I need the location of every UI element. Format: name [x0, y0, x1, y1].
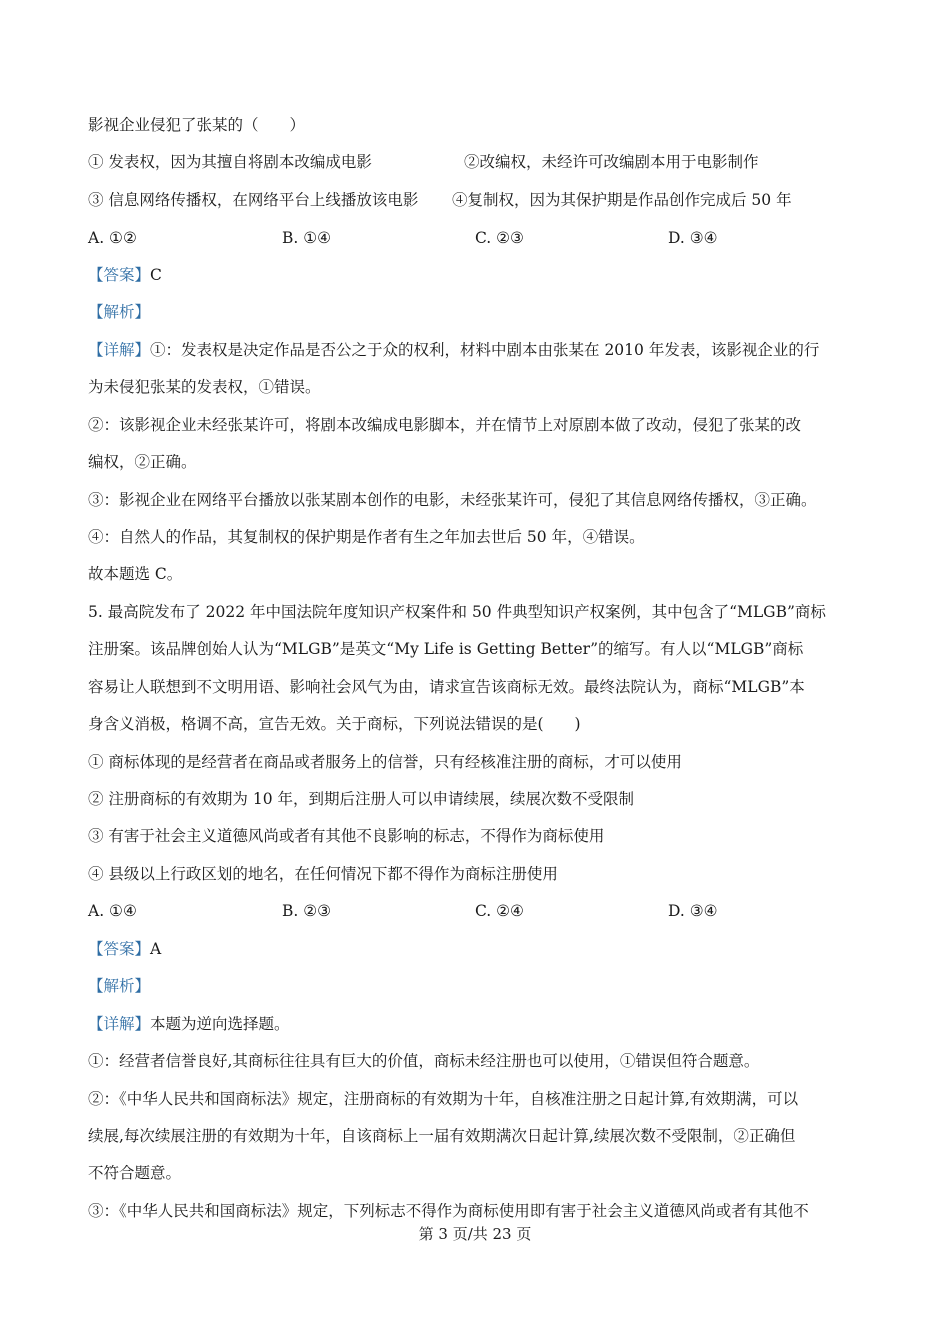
q4-answer-value: C — [150, 266, 162, 284]
q4-statement-4: ④复制权，因为其保护期是作品创作完成后 50 年 — [452, 191, 792, 209]
page-footer: 第 3 页/共 23 页 — [418, 1225, 532, 1243]
q4-detail-text-1: ①：发表权是决定作品是否公之于众的权利，材料中剧本由张某在 2010 年发表，该影视企业的行 — [150, 341, 820, 359]
q4-detail-line-1 — [88, 339, 819, 361]
q4-detail-line-6: ④：自然人的作品，其复制权的保护期是作者有生之年加去世后 50 年，④错误。 — [88, 528, 645, 546]
q4-option-b: B. ①④ — [282, 229, 332, 247]
q5-stem-line-4: 身含义消极，格调不高，宣告无效。关于商标，下列说法错误的是( ) — [88, 715, 581, 733]
q5-detail-line-2: ①：经营者信誉良好,其商标往往具有巨大的价值，商标未经注册也可以使用，①错误但符合题意。 — [88, 1052, 760, 1070]
q4-detail-line-3: ②：该影视企业未经张某许可，将剧本改编成电影脚本，并在情节上对原剧本做了改动，侵犯了张某的改 — [88, 416, 802, 434]
q4-analysis-label: 【解析】 — [88, 303, 151, 321]
q4-stem-tail: 影视企业侵犯了张某的（ ） — [88, 116, 306, 134]
q5-option-c: C. ②④ — [475, 902, 524, 920]
q5-detail-first: 本题为逆向选择题。 — [150, 1015, 290, 1033]
q5-stem-line-1: 5. 最高院发布了 2022 年中国法院年度知识产权案件和 50 件典型知识产权案例，其中包含了“MLGB”商标 — [88, 603, 826, 621]
q4-conclusion: 故本题选 C。 — [88, 565, 183, 583]
q4-statements-row-2 — [88, 189, 878, 211]
q4-detail-line-5: ③：影视企业在网络平台播放以张某剧本创作的电影，未经张某许可，侵犯了其信息网络传播权，③正确。 — [88, 491, 817, 509]
q4-statements-row-1 — [88, 151, 868, 173]
q5-analysis-label: 【解析】 — [88, 977, 151, 995]
q4-detail-line-2: 为未侵犯张某的发表权，①错误。 — [88, 378, 321, 396]
q4-options — [88, 227, 788, 249]
q5-stem-line-2: 注册案。该品牌创始人认为“MLGB”是英文“My Life is Getting Better”的缩写。有人以“MLGB”商标 — [88, 640, 804, 658]
q5-answer — [88, 938, 161, 960]
q5-option-b: B. ②③ — [282, 902, 332, 920]
q5-detail-line-4: 续展,每次续展注册的有效期为十年，自该商标上一届有效期满次日起计算,续展次数不受限制，②正确但 — [88, 1127, 796, 1145]
q5-stem-line-3: 容易让人联想到不文明用语、影响社会风气为由，请求宣告该商标无效。最终法院认为，商标“MLGB”本 — [88, 678, 805, 696]
q5-options — [88, 900, 788, 922]
q4-detail-line-4: 编权，②正确。 — [88, 453, 197, 471]
q4-option-d: D. ③④ — [668, 229, 718, 247]
q5-statement-2: ② 注册商标的有效期为 10 年，到期后注册人可以申请续展，续展次数不受限制 — [88, 790, 635, 808]
q4-statement-1: ① 发表权，因为其擅自将剧本改编成电影 — [88, 153, 372, 171]
q5-statement-4: ④ 县级以上行政区划的地名，在任何情况下都不得作为商标注册使用 — [88, 865, 558, 883]
q4-statement-3: ③ 信息网络传播权，在网络平台上线播放该电影 — [88, 191, 419, 209]
q5-answer-label: 【答案】 — [88, 940, 151, 958]
q5-detail-line-1 — [88, 1013, 290, 1035]
q5-answer-value: A — [150, 940, 162, 958]
q4-answer-label: 【答案】 — [88, 266, 151, 284]
q5-option-d: D. ③④ — [668, 902, 718, 920]
q5-detail-line-3: ②：《中华人民共和国商标法》规定，注册商标的有效期为十年，自核准注册之日起计算,有效期满，可以 — [88, 1090, 799, 1108]
q5-detail-line-5: 不符合题意。 — [88, 1164, 182, 1182]
q5-detail-line-6: ③：《中华人民共和国商标法》规定，下列标志不得作为商标使用即有害于社会主义道德风尚或者有其他不 — [88, 1202, 809, 1220]
q5-statement-1: ① 商标体现的是经营者在商品或者服务上的信誉，只有经核准注册的商标，才可以使用 — [88, 753, 682, 771]
q4-detail-label: 【详解】 — [88, 341, 151, 359]
q4-option-a: A. ①② — [88, 229, 137, 247]
q5-statement-3: ③ 有害于社会主义道德风尚或者有其他不良影响的标志，不得作为商标使用 — [88, 827, 605, 845]
q4-option-c: C. ②③ — [475, 229, 524, 247]
q5-option-a: A. ①④ — [88, 902, 137, 920]
q4-statement-2: ②改编权，未经许可改编剧本用于电影制作 — [464, 153, 759, 171]
q5-detail-label: 【详解】 — [88, 1015, 151, 1033]
q4-answer — [88, 264, 162, 286]
